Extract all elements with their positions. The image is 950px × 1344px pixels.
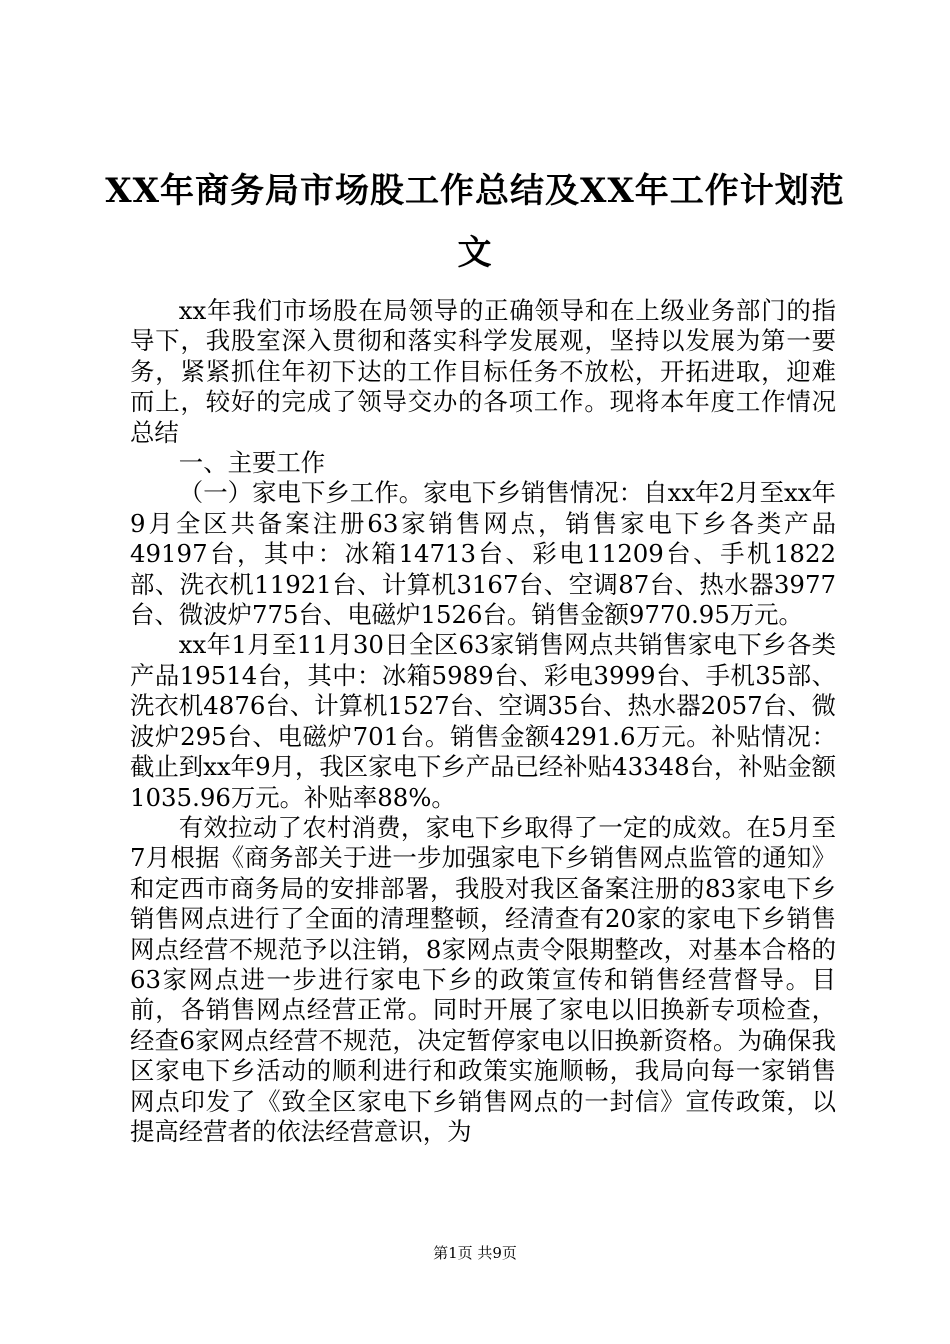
paragraph-effects-rectification: 有效拉动了农村消费，家电下乡取得了一定的成效。在5月至7月根据《商务部关于进一步加强家电下乡销售网点监管的通知》和定西市商务局的安排部署，我股对我区备案注册的83家电下乡销售网点进行了全面的清理整顿，经清查有20家的家电下乡销售网点经营不规范予以注销，8家网点责令限期整改，对基本合格的63家网点进一步进行家电下乡的政策宣传和销售经营督导。目前，各销售网点经营正常。同时开展了家电以旧换新专项检查，经查6家网点经营不规范，决定暂停家电以旧换新资格。为确保我区家电下乡活动的顺利进行和政策实施顺畅，我局向每一家销售网点印发了《致全区家电下乡销售网点的一封信》宣传政策，以提高经营者的依法经营意识，为	[130, 812, 836, 1146]
document-body	[130, 296, 836, 1147]
page-footer: 第1页 共9页	[433, 1244, 517, 1262]
paragraph-sales-subsidy: xx年1月至11月30日全区63家销售网点共销售家电下乡各类产品19514台，其中：冰箱5989台、彩电3999台、手机35部、洗衣机4876台、计算机1527台、空调35台、热水器2057台、微波炉295台、电磁炉701台。销售金额4291.6万元。补贴情况：截止到xx年9月，我区家电下乡产品已经补贴43348台，补贴金额1035.96万元。补贴率88%。	[130, 630, 836, 812]
document-title: XX年商务局市场股工作总结及XX年工作计划范文	[105, 171, 845, 273]
section-heading-main-work: 一、主要工作	[178, 448, 326, 478]
paragraph-appliance-sales: （一）家电下乡工作。家电下乡销售情况：自xx年2月至xx年9月全区共备案注册63家销售网点，销售家电下乡各类产品49197台，其中：冰箱14713台、彩电11209台、手机1822部、洗衣机11921台、计算机3167台、空调87台、热水器3977台、微波炉775台、电磁炉1526台。销售金额9770.95万元。	[130, 478, 836, 630]
paragraph-intro: xx年我们市场股在局领导的正确领导和在上级业务部门的指导下，我股室深入贯彻和落实科学发展观，坚持以发展为第一要务，紧紧抓住年初下达的工作目标任务不放松，开拓进取，迎难而上，较好的完成了领导交办的各项工作。现将本年度工作情况总结	[130, 296, 836, 447]
